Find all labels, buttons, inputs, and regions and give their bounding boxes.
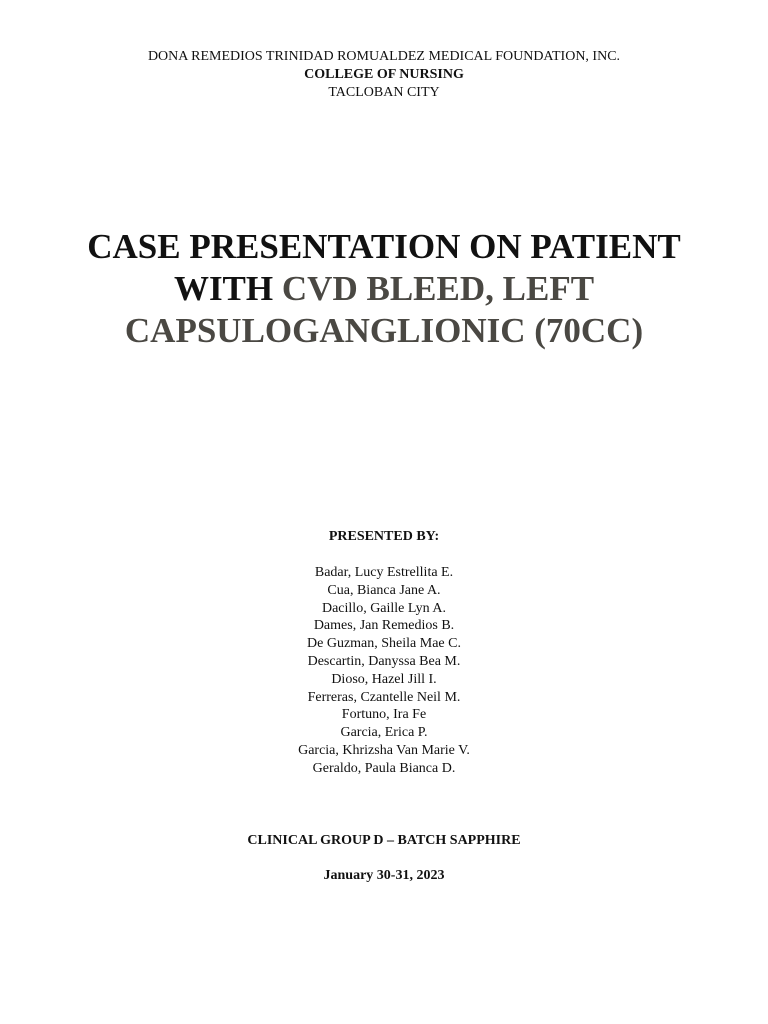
presenter-name: Garcia, Erica P. [340,725,428,741]
presenter-name: Dioso, Hazel Jill I. [331,671,437,687]
presenter-name: Dacillo, Gaille Lyn A. [321,600,447,616]
presenter-name: De Guzman, Sheila Mae C. [307,636,461,652]
presenter-name: Geraldo, Paula Bianca D. [312,760,456,776]
title-line-2-prefix: WITH [173,269,282,308]
document-title [0,226,768,352]
presenter-name: Fortuno, Ira Fe [341,707,427,723]
title-line-2 [0,268,768,310]
title-line-1: CASE PRESENTATION ON PATIENT [87,227,681,266]
institution-header [0,48,768,102]
presenter-list [0,564,768,778]
city-name: TACLOBAN CITY [328,85,440,100]
presenters-heading: PRESENTED BY: [328,529,440,544]
college-name: COLLEGE OF NURSING [304,67,464,82]
presenter-name: Badar, Lucy Estrellita E. [314,565,454,580]
presentation-date: January 30-31, 2023 [323,868,445,883]
title-line-3: CAPSULOGANGLIONIC (70CC) [124,311,644,350]
presenter-name: Ferreras, Czantelle Neil M. [307,689,461,705]
presenters-section [0,528,768,778]
presenter-name: Descartin, Danyssa Bea M. [307,653,461,669]
title-line-2-accent: CVD BLEED, LEFT [281,269,595,308]
clinical-group: CLINICAL GROUP D – BATCH SAPPHIRE [247,833,521,848]
presenter-name: Cua, Bianca Jane A. [327,582,441,598]
presenter-name: Garcia, Khrizsha Van Marie V. [298,742,470,758]
foundation-name: DONA REMEDIOS TRINIDAD ROMUALDEZ MEDICAL FOUNDATION, INC. [147,49,621,64]
presenter-name: Dames, Jan Remedios B. [313,618,455,634]
